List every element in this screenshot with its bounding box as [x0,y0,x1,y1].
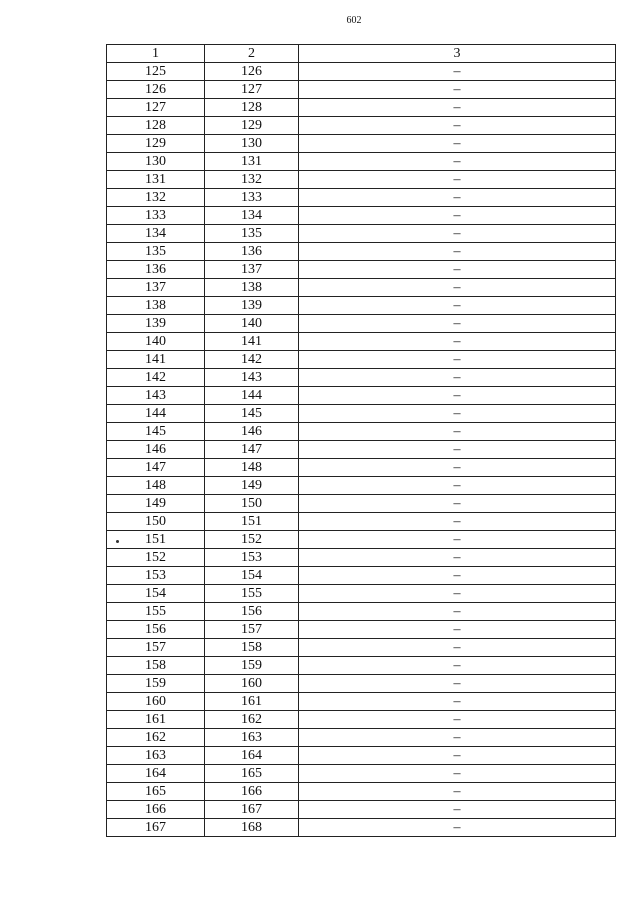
table-cell: 156 [107,621,205,639]
table-cell: – [299,441,616,459]
table-cell: – [299,351,616,369]
table-row [107,279,616,297]
table-cell: 149 [107,495,205,513]
table-cell: 150 [205,495,299,513]
table-row [107,711,616,729]
data-table [106,44,616,837]
table-cell: 147 [205,441,299,459]
table-body [107,63,616,837]
table-cell: – [299,639,616,657]
table-row [107,477,616,495]
table-cell: 142 [107,369,205,387]
table-row [107,513,616,531]
table-cell: – [299,405,616,423]
table-row [107,171,616,189]
table-cell: 143 [107,387,205,405]
table-cell: 133 [107,207,205,225]
table-row [107,243,616,261]
table-row [107,315,616,333]
table-cell: 138 [205,279,299,297]
table-cell: 128 [205,99,299,117]
table-cell: 129 [107,135,205,153]
column-header: 1 [107,45,205,63]
table-row [107,693,616,711]
table-cell: 139 [107,315,205,333]
table-row [107,495,616,513]
table-cell: – [299,621,616,639]
table-cell: 153 [107,567,205,585]
table-row [107,153,616,171]
table-cell: 135 [107,243,205,261]
table-row [107,351,616,369]
table-cell: 130 [205,135,299,153]
column-header: 3 [299,45,616,63]
table-row [107,81,616,99]
table-cell: 165 [107,783,205,801]
table-cell: – [299,171,616,189]
table-row [107,783,616,801]
table-cell: 135 [205,225,299,243]
table-cell: 160 [107,693,205,711]
table-cell: 156 [205,603,299,621]
table-cell: 160 [205,675,299,693]
table-cell: – [299,279,616,297]
table-row [107,729,616,747]
table-cell: 158 [107,657,205,675]
table-cell: 137 [107,279,205,297]
table-row [107,549,616,567]
table-cell: 155 [205,585,299,603]
page-number: 602 [346,15,362,26]
table-row [107,639,616,657]
table-cell: 146 [107,441,205,459]
table-cell: – [299,495,616,513]
table-cell: 133 [205,189,299,207]
column-header: 2 [205,45,299,63]
table-cell: 131 [205,153,299,171]
table-cell: – [299,369,616,387]
table-cell: 141 [205,333,299,351]
table-row [107,261,616,279]
table-cell: – [299,819,616,837]
table-cell: – [299,747,616,765]
table-cell: – [299,135,616,153]
table-cell: 142 [205,351,299,369]
table-cell: 132 [205,171,299,189]
table-cell: 125 [107,63,205,81]
table-row [107,819,616,837]
table-cell: 165 [205,765,299,783]
table-cell: 167 [205,801,299,819]
table-cell: – [299,783,616,801]
table-row [107,207,616,225]
table-cell: 150 [107,513,205,531]
table-cell: – [299,603,616,621]
table-cell: – [299,567,616,585]
table-row [107,585,616,603]
table-cell: 126 [205,63,299,81]
table-cell: – [299,153,616,171]
table-cell: 134 [107,225,205,243]
table-cell: – [299,531,616,549]
table-row [107,765,616,783]
table-cell: – [299,459,616,477]
stray-dot-mark [116,540,119,543]
table-cell: – [299,81,616,99]
table-cell: – [299,297,616,315]
table-cell: 148 [205,459,299,477]
table-cell: 164 [205,747,299,765]
table-cell: – [299,189,616,207]
table-cell: 152 [205,531,299,549]
table-cell: 130 [107,153,205,171]
table-cell: 145 [107,423,205,441]
table-cell: 154 [205,567,299,585]
table-cell: 162 [107,729,205,747]
table-cell: 132 [107,189,205,207]
table-row [107,423,616,441]
table-cell: – [299,657,616,675]
table-cell: – [299,711,616,729]
table-cell: 147 [107,459,205,477]
table-row [107,405,616,423]
table-cell: – [299,225,616,243]
table-cell: 161 [107,711,205,729]
table-cell: 144 [205,387,299,405]
table-cell: – [299,207,616,225]
table-cell: – [299,117,616,135]
table-cell: 151 [107,531,205,549]
table-cell: 149 [205,477,299,495]
table-row [107,297,616,315]
table-cell: 167 [107,819,205,837]
table-row [107,801,616,819]
table-row [107,441,616,459]
table-cell: – [299,261,616,279]
table-row [107,225,616,243]
table-row [107,189,616,207]
table-cell: 140 [107,333,205,351]
table-cell: 127 [205,81,299,99]
table-row [107,531,616,549]
table-cell: – [299,729,616,747]
table-cell: – [299,315,616,333]
table-cell: – [299,387,616,405]
table-cell: 163 [107,747,205,765]
table-cell: 127 [107,99,205,117]
table-row [107,135,616,153]
table-row [107,369,616,387]
table-cell: 146 [205,423,299,441]
table-cell: – [299,99,616,117]
table-row [107,63,616,81]
table-cell: 128 [107,117,205,135]
table-row [107,747,616,765]
table-cell: 166 [107,801,205,819]
table-cell: 157 [205,621,299,639]
table-cell: 129 [205,117,299,135]
table-cell: 151 [205,513,299,531]
table-cell: – [299,765,616,783]
table-row [107,459,616,477]
table-cell: 136 [205,243,299,261]
table-cell: 161 [205,693,299,711]
table-cell: 168 [205,819,299,837]
table-cell: 166 [205,783,299,801]
table-cell: 159 [205,657,299,675]
table-cell: 163 [205,729,299,747]
table-cell: 153 [205,549,299,567]
table-cell: – [299,513,616,531]
table-cell: 136 [107,261,205,279]
table-cell: – [299,675,616,693]
table-cell: – [299,333,616,351]
table-cell: – [299,423,616,441]
table-row [107,657,616,675]
table-cell: – [299,585,616,603]
table-cell: 158 [205,639,299,657]
table-row [107,333,616,351]
table-row [107,603,616,621]
table-cell: 138 [107,297,205,315]
table-cell: – [299,549,616,567]
table-cell: – [299,801,616,819]
table-cell: 155 [107,603,205,621]
table-row [107,99,616,117]
table-cell: 131 [107,171,205,189]
table-cell: 164 [107,765,205,783]
table-cell: – [299,477,616,495]
table-row [107,675,616,693]
table-cell: 126 [107,81,205,99]
table-cell: 148 [107,477,205,495]
table-row [107,567,616,585]
table-cell: – [299,63,616,81]
table-cell: 157 [107,639,205,657]
table-row [107,117,616,135]
table-cell: 159 [107,675,205,693]
table-row [107,621,616,639]
table-cell: 143 [205,369,299,387]
table-cell: – [299,693,616,711]
table-header-row [107,45,616,63]
table-cell: 139 [205,297,299,315]
table-row [107,387,616,405]
table-cell: 137 [205,261,299,279]
table-cell: 152 [107,549,205,567]
table-cell: 141 [107,351,205,369]
table-cell: 140 [205,315,299,333]
table-cell: 162 [205,711,299,729]
table-cell: 144 [107,405,205,423]
table-cell: 154 [107,585,205,603]
table-cell: – [299,243,616,261]
table-cell: 134 [205,207,299,225]
table-cell: 145 [205,405,299,423]
